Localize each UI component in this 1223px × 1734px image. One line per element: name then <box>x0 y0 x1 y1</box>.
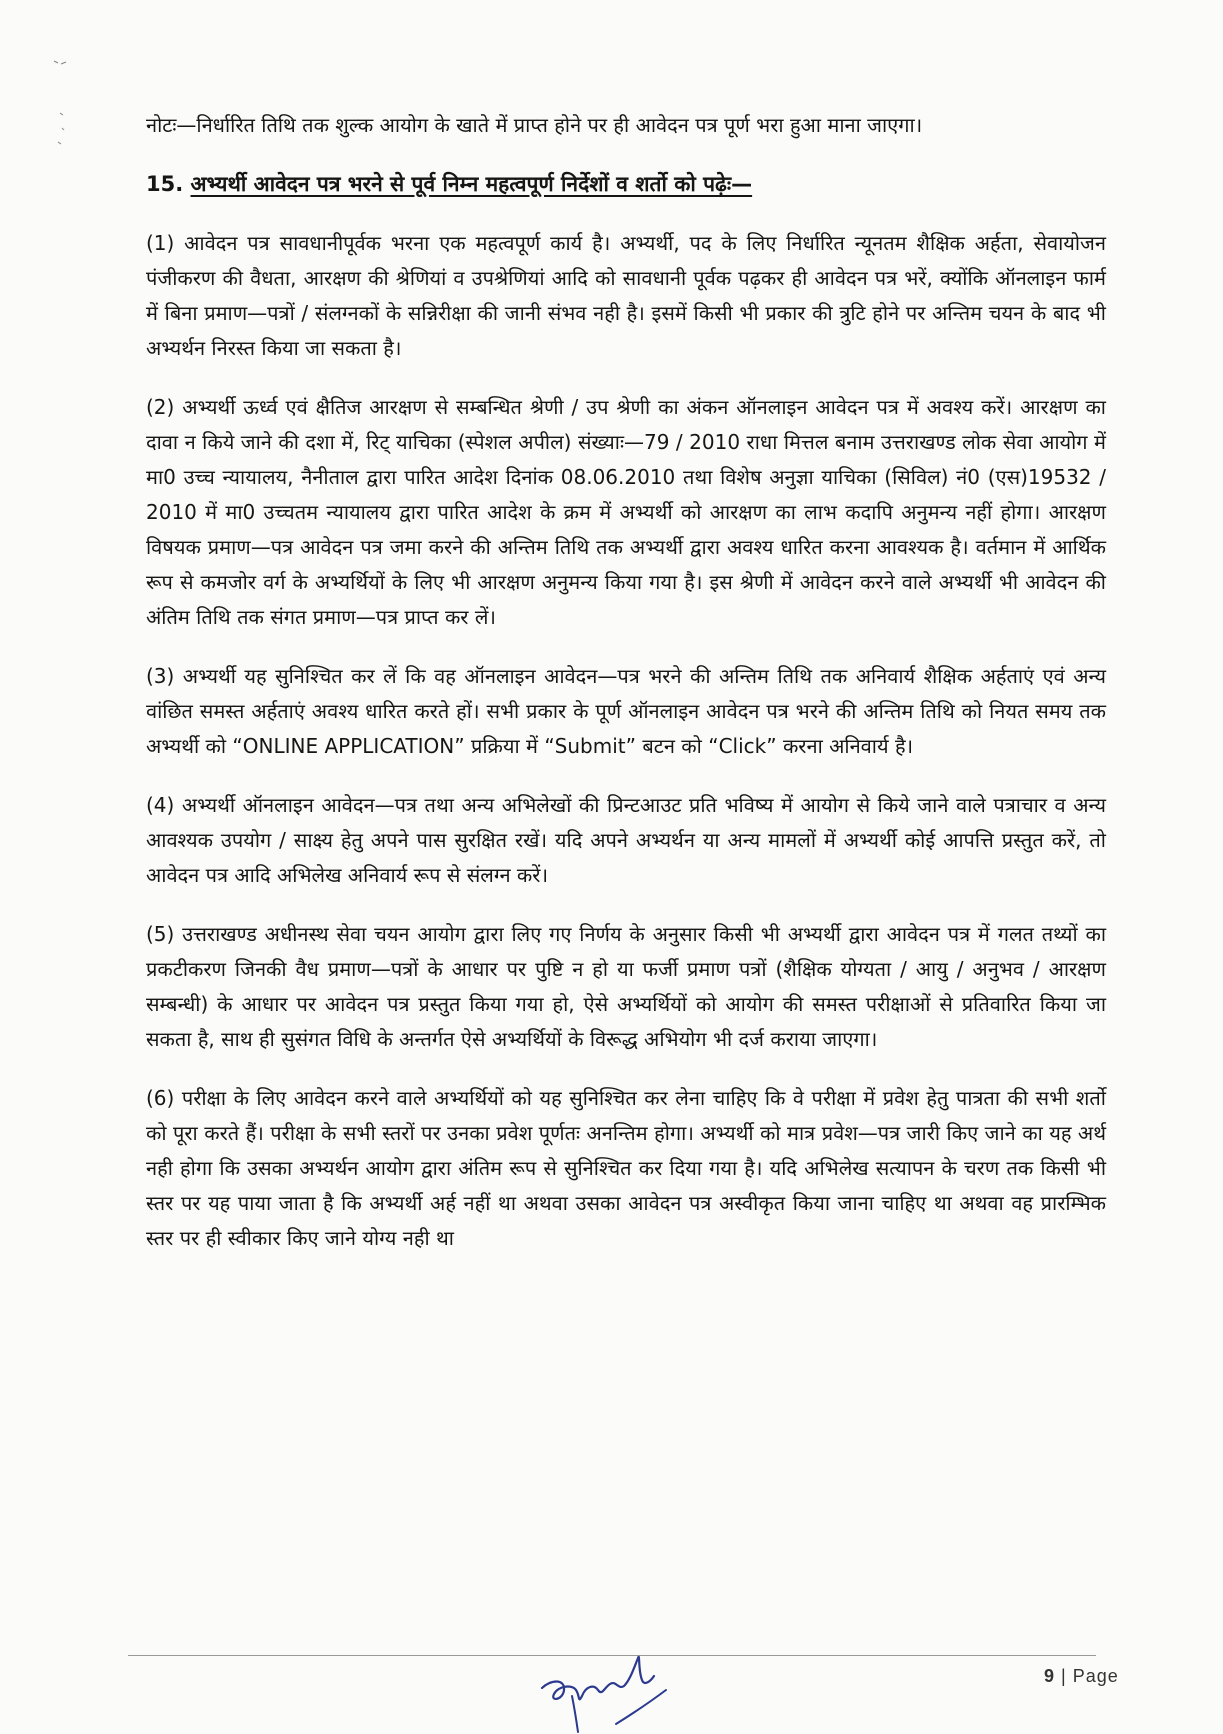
section-title: अभ्यर्थी आवेदन पत्र भरने से पूर्व निम्न महत्वपूर्ण निर्देशों व शर्तो को पढ़ेः— <box>190 172 753 196</box>
fee-note: नोटः—निर्धारित तिथि तक शुल्क आयोग के खाते में प्राप्त होने पर ही आवेदन पत्र पूर्ण भरा हुआ माना जाएगा। <box>146 113 923 137</box>
signature-icon <box>520 1640 740 1734</box>
page-number <box>1044 1666 1119 1687</box>
instruction-paragraph-6: (6) परीक्षा के लिए आवेदन करने वाले अभ्यर्थियों को यह सुनिश्चित कर लेना चाहिए कि वे परीक्षा में प्रवेश हेतु पात्रता की सभी शर्तो को पूरा करते हैं। परीक्षा के सभी स्तरों पर उनका प्रवेश पूर्णतः अनन्तिम होगा। अभ्यर्थी को मात्र प्रवेश—पत्र जारी किए जाने का यह अर्थ नही होगा कि उसका अभ्यर्थन आयोग द्वारा अंतिम रूप से सुनिश्चित कर दिया गया है। यदि अभिलेख सत्यापन के चरण तक किसी भी स्तर पर यह पाया जाता है कि अभ्यर्थी अर्ह नहीं था अथवा उसका आवेदन पत्र अस्वीकृत किया जाना चाहिए था अथवा वह प्रारम्भिक स्तर पर ही स्वीकार किए जाने योग्य नही था <box>146 1086 1106 1250</box>
section-heading <box>146 167 1106 202</box>
instruction-paragraph-5: (5) उत्तराखण्ड अधीनस्थ सेवा चयन आयोग द्वारा लिए गए निर्णय के अनुसार किसी भी अभ्यर्थी द्वारा आवेदन पत्र में गलत तथ्यों का प्रकटीकरण जिनकी वैध प्रमाण—पत्रों के आधार पर पुष्टि न हो या फर्जी प्रमाण पत्रों (शैक्षिक योग्यता / आयु / अनुभव / आरक्षण सम्बन्धी) के आधार पर आवेदन पत्र प्रस्तुत किया गया हो, ऐसे अभ्यर्थियों को आयोग की समस्त परीक्षाओं से प्रतिवारित किया जा सकता है, साथ ही सुसंगत विधि के अन्तर्गत ऐसे अभ्यर्थियों के विरूद्ध अभियोग भी दर्ज कराया जाएगा। <box>146 922 1106 1051</box>
scan-mark-icon <box>52 58 72 148</box>
document-body <box>146 108 1106 1280</box>
instruction-paragraph-3: (3) अभ्यर्थी यह सुनिश्चित कर लें कि वह ऑनलाइन आवेदन—पत्र भरने की अन्तिम तिथि तक अनिवार्य शैक्षिक अर्हताएं एवं अन्य वांछित समस्त अर्हताएं अवश्य धारित करते हों। सभी प्रकार के पूर्ण ऑनलाइन आवेदन पत्र भरने की अन्तिम तिथि को नियत समय तक अभ्यर्थी को “ONLINE APPLICATION” प्रक्रिया में “Submit” बटन को “Click” करना अनिवार्य है। <box>146 664 1106 758</box>
section-number: 15. <box>146 172 184 196</box>
instruction-paragraph-1: (1) आवेदन पत्र सावधानीपूर्वक भरना एक महत्वपूर्ण कार्य है। अभ्यर्थी, पद के लिए निर्धारित न्यूनतम शैक्षिक अर्हता, सेवायोजन पंजीकरण की वैधता, आरक्षण की श्रेणियां व उपश्रेणियां आदि को सावधानी पूर्वक पढ़कर ही आवेदन पत्र भरें, क्योंकि ऑनलाइन फार्म में बिना प्रमाण—पत्रों / संलग्नकों के सन्निरीक्षा की जानी संभव नही है। इसमें किसी भी प्रकार की त्रुटि होने पर अन्तिम चयन के बाद भी अभ्यर्थन निरस्त किया जा सकता है। <box>146 231 1106 360</box>
page-number-separator: | <box>1061 1666 1067 1686</box>
page-number-value: 9 <box>1044 1666 1056 1686</box>
page-label: Page <box>1072 1666 1119 1686</box>
instruction-paragraph-4: (4) अभ्यर्थी ऑनलाइन आवेदन—पत्र तथा अन्य अभिलेखों की प्रिन्टआउट प्रति भविष्य में आयोग से किये जाने वाले पत्राचार व अन्य आवश्यक उपयोग / साक्ष्य हेतु अपने पास सुरक्षित रखें। यदि अपने अभ्यर्थन या अन्य मामलों में अभ्यर्थी कोई आपत्ति प्रस्तुत करें, तो आवेदन पत्र आदि अभिलेख अनिवार्य रूप से संलग्न करें। <box>146 793 1106 887</box>
instruction-paragraph-2: (2) अभ्यर्थी ऊर्ध्व एवं क्षैतिज आरक्षण से सम्बन्धित श्रेणी / उप श्रेणी का अंकन ऑनलाइन आवेदन पत्र में अवश्य करें। आरक्षण का दावा न किये जाने की दशा में, रिट् याचिका (स्पेशल अपील) संख्याः—79 / 2010 राधा मित्तल बनाम उत्तराखण्ड लोक सेवा आयोग में मा0 उच्च न्यायालय, नैनीताल द्वारा पारित आदेश दिनांक 08.06.2010 तथा विशेष अनुज्ञा याचिका (सिविल) नं0 (एस)19532 / 2010 में मा0 उच्चतम न्यायालय द्वारा पारित आदेश के क्रम में अभ्यर्थी को आरक्षण का लाभ कदापि अनुमन्य नहीं होगा। आरक्षण विषयक प्रमाण—पत्र आवेदन पत्र जमा करने की अन्तिम तिथि तक अभ्यर्थी द्वारा अवश्य धारित करना आवश्यक है। वर्तमान में आर्थिक रूप से कमजोर वर्ग के अभ्यर्थियों के लिए भी आरक्षण अनुमन्य किया गया है। इस श्रेणी में आवेदन करने वाले अभ्यर्थी भी आवेदन की अंतिम तिथि तक संगत प्रमाण—पत्र प्राप्त कर लें। <box>146 395 1106 629</box>
